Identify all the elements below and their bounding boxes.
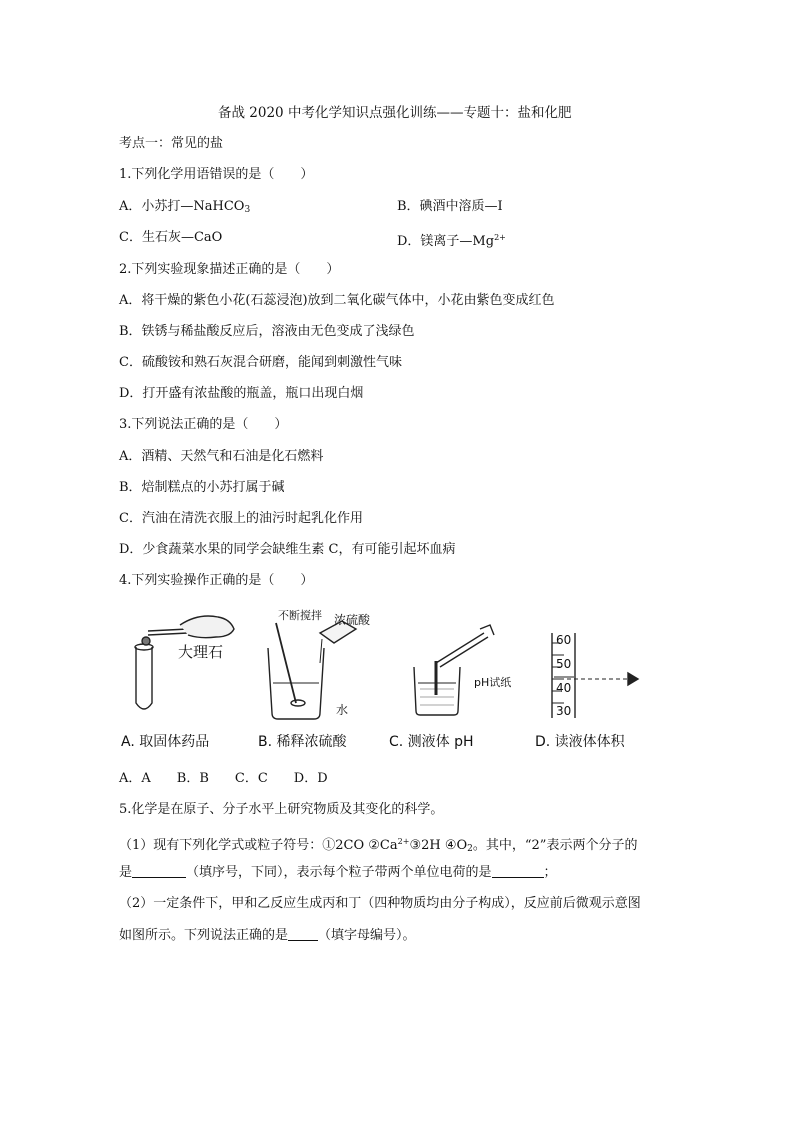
q3-option-d: D．少食蔬菜水果的同学会缺维生素 C，有可能引起坏血病 — [119, 542, 456, 557]
q5-part2-line2: 如图所示。下列说法正确的是 （填字母编号）。 — [119, 928, 416, 943]
page-title: 备战 2020 中考化学知识点强化训练——专题十：盐和化肥 — [218, 105, 572, 121]
q3-option-a: A．酒精、天然气和石油是化石燃料 — [119, 449, 324, 464]
scale-40: 40 — [556, 681, 572, 695]
caption-b: B. 稀释浓硫酸 — [258, 734, 347, 750]
question-4-stem: 4.下列实验操作正确的是（ ） — [119, 573, 314, 588]
answer-blank-3[interactable] — [288, 928, 318, 941]
q1-option-a: A．小苏打—NaHCO$_3$ — [119, 199, 251, 215]
test-tube-illustration — [135, 616, 234, 709]
q2-option-c: C．硫酸铵和熟石灰混合研磨，能闻到刺激性气味 — [119, 355, 402, 370]
caption-a: A. 取固体药品 — [121, 734, 210, 750]
label-conc-acid: 浓硫酸 — [334, 613, 371, 627]
question-2-stem: 2.下列实验现象描述正确的是（ ） — [119, 262, 340, 277]
q3-option-c: C．汽油在清洗衣服上的油污时起乳化作用 — [119, 511, 363, 526]
q1-option-c: C．生石灰—CaO — [119, 230, 223, 245]
question-1-stem: 1.下列化学用语错误的是（ ） — [119, 167, 314, 182]
q2-option-a: A．将干燥的紫色小花(石蕊浸泡)放到二氧化碳气体中，小花由紫色变成红色 — [119, 293, 555, 308]
q1-option-d: D．镁离子$—Mg^{2+}$ — [397, 233, 506, 249]
q5-part2-line1: （2）一定条件下，甲和乙反应生成丙和丁（四种物质均由分子构成），反应前后微观示意图 — [119, 896, 641, 911]
answer-blank-1[interactable] — [132, 865, 186, 878]
label-water: 水 — [336, 703, 349, 717]
answer-blank-2[interactable] — [492, 865, 544, 878]
scale-50: 50 — [556, 657, 572, 671]
lab-operations-figure — [118, 603, 678, 758]
q4-options: A．A B．B C．C D．D — [119, 771, 328, 786]
label-stir: 不断搅拌 — [278, 609, 322, 622]
section-heading: 考点一：常见的盐 — [119, 136, 224, 151]
ph-test-illustration — [414, 625, 494, 715]
q3-option-b: B．焙制糕点的小苏打属于碱 — [119, 480, 285, 495]
q5-part1-line2: 是 （填序号，下同），表示每个粒子带两个单位电荷的是 ； — [119, 865, 557, 880]
label-marble: 大理石 — [178, 643, 224, 661]
question-5-stem: 5.化学是在原子、分子水平上研究物质及其变化的科学。 — [119, 802, 444, 817]
q1-option-b: B．碘酒中溶质—I — [397, 199, 503, 214]
caption-d: D. 读液体体积 — [535, 734, 625, 750]
scale-60: 60 — [556, 633, 572, 647]
scale-30: 30 — [556, 704, 572, 718]
question-3-stem: 3.下列说法正确的是（ ） — [119, 417, 288, 432]
caption-c: C. 测液体 pH — [389, 734, 474, 750]
q2-option-b: B．铁锈与稀盐酸反应后，溶液由无色变成了浅绿色 — [119, 324, 415, 339]
q5-part1-line1: （1）现有下列化学式或粒子符号：①2CO $②Ca^{2+}③2H$ $④O_2$。其中，“2”表示两个分子的 — [119, 837, 638, 854]
label-ph-paper: pH试纸 — [474, 676, 512, 689]
q2-option-d: D．打开盛有浓盐酸的瓶盖，瓶口出现白烟 — [119, 386, 364, 401]
